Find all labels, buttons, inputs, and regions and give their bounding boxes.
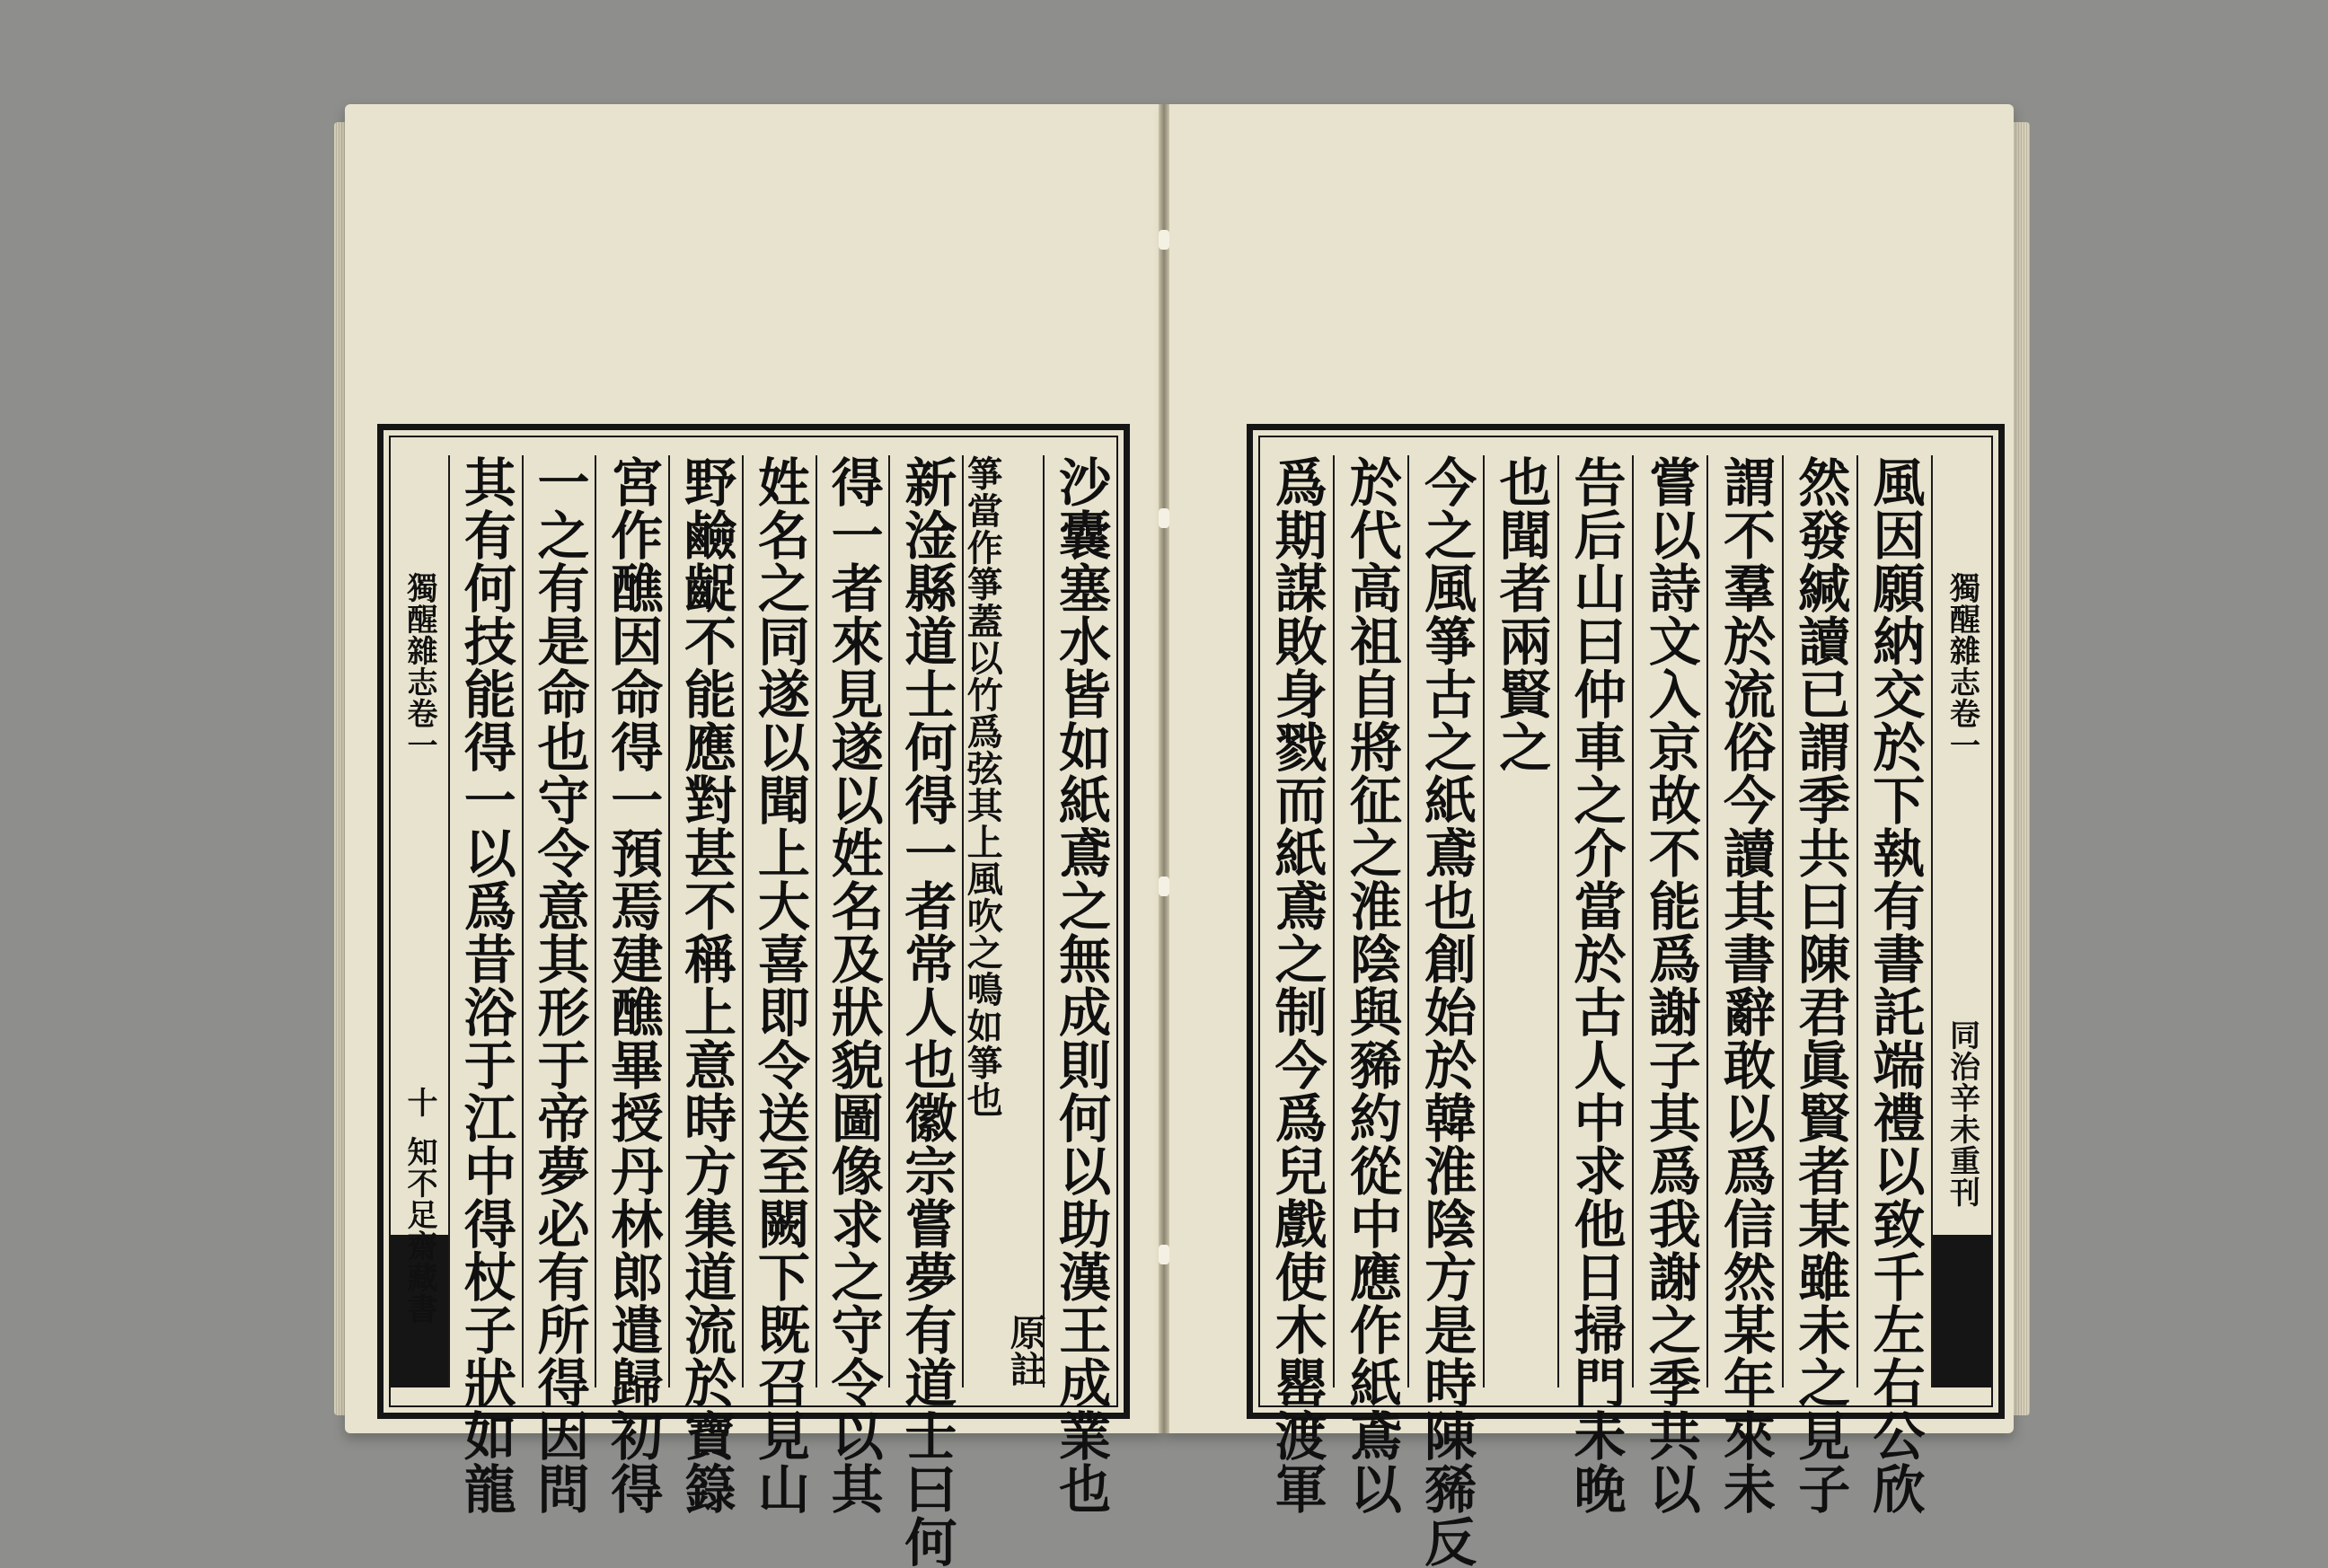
annotation-text: 箏當作箏蓋以竹爲弦其上風吹之鳴如箏也 (961, 455, 1004, 1118)
right-column-1 (1856, 455, 1931, 1515)
column-text: 得一者來見遂以姓名及狀貌圖像求之守令以其 (822, 455, 884, 1515)
binding-stitch (1159, 1245, 1169, 1264)
column-text: 野鹼齪不能應對甚不稱上意時方集道流於寶籙 (675, 455, 737, 1515)
left-page (345, 104, 1162, 1568)
column-text: 其有何技能得一以爲昔浴于江中得杖子狀如龍 (454, 455, 516, 1515)
book-title: 獨醒雜志卷一 (401, 572, 437, 761)
left-columns (391, 455, 1116, 1568)
left-column-8 (522, 455, 595, 1515)
binding-stitch (1159, 508, 1169, 528)
left-column-5 (742, 455, 816, 1515)
right-page (1166, 104, 2014, 1568)
left-column-3 (888, 455, 962, 1568)
column-text: 沙囊塞水皆如紙鳶之無成則何以助漢王成業也 (1050, 455, 1112, 1515)
right-column-8 (1333, 455, 1407, 1515)
left-column-2 (961, 455, 1047, 1387)
fishtail-block (1933, 1019, 1991, 1387)
right-column-3 (1706, 455, 1781, 1515)
right-centre-column (1931, 455, 1991, 1387)
right-column-7 (1407, 455, 1482, 1568)
column-text: 告后山曰仲車之介當於古人中求他日掃門未晚 (1565, 455, 1627, 1515)
left-centre-column (391, 455, 448, 1387)
right-column-9 (1260, 455, 1333, 1515)
column-text: 也聞者兩賢之 (1490, 455, 1552, 773)
right-column-5 (1557, 455, 1632, 1515)
column-text: 風因願納交於下執有書託端禮以致千左右公欣 (1864, 455, 1926, 1515)
left-column-9 (448, 455, 522, 1515)
column-text: 新淦縣道士何得一者常人也徽宗嘗夢有道士曰何 (895, 455, 957, 1568)
left-column-1 (1043, 455, 1116, 1515)
right-inner-frame (1258, 436, 1993, 1568)
publisher-label: 知不足齋藏書 (401, 1136, 437, 1325)
binding-stitch (1159, 230, 1169, 250)
column-text: 然發緘讀已謂季共曰陳君眞賢者某雖未之見子 (1789, 455, 1851, 1515)
column-text: 宮作醮因命得一預焉建醮畢授丹林郎遣歸初得 (602, 455, 664, 1515)
right-column-4 (1632, 455, 1706, 1515)
left-text-frame (377, 424, 1130, 1568)
right-column-2 (1782, 455, 1856, 1515)
column-text: 一之有是命也守令意其形于帝夢必有所得因問 (528, 455, 590, 1515)
right-column-6 (1483, 455, 1557, 1387)
book-gutter (1159, 104, 1169, 1433)
annotation-label: 原註 (1004, 1314, 1047, 1387)
right-columns (1260, 455, 1991, 1568)
open-book (345, 86, 2015, 1568)
left-inner-frame (389, 436, 1118, 1568)
binding-stitch (1159, 876, 1169, 896)
column-text: 今之風箏古之紙鳶也創始於韓淮陰方是時陳豨反 (1415, 455, 1477, 1568)
right-page-edges (2014, 122, 2030, 1415)
column-text: 謂不羣於流俗今讀其書辭敢以爲信然某年來未 (1714, 455, 1776, 1515)
right-text-frame (1247, 424, 2005, 1568)
left-column-7 (595, 455, 668, 1515)
column-text: 於代高祖自將征之淮陰與豨約從中應作紙鳶以 (1340, 455, 1402, 1515)
left-column-4 (816, 455, 889, 1515)
book-title: 獨醒雜志卷一 (1944, 572, 1980, 761)
fishtail-block (391, 1136, 448, 1387)
edition-label: 同治辛未重刊 (1944, 1019, 1980, 1208)
column-text: 嘗以詩文入京故不能爲謝子其爲我謝之季共以 (1639, 455, 1701, 1515)
leaf-number: 十 (401, 1087, 437, 1118)
column-text: 姓名之同遂以聞上大喜即令送至闕下既召見山 (748, 455, 810, 1515)
left-column-6 (668, 455, 742, 1515)
column-text: 爲期謀敗身戮而紙鳶之制今爲兒戲使木罌渡軍 (1265, 455, 1327, 1515)
